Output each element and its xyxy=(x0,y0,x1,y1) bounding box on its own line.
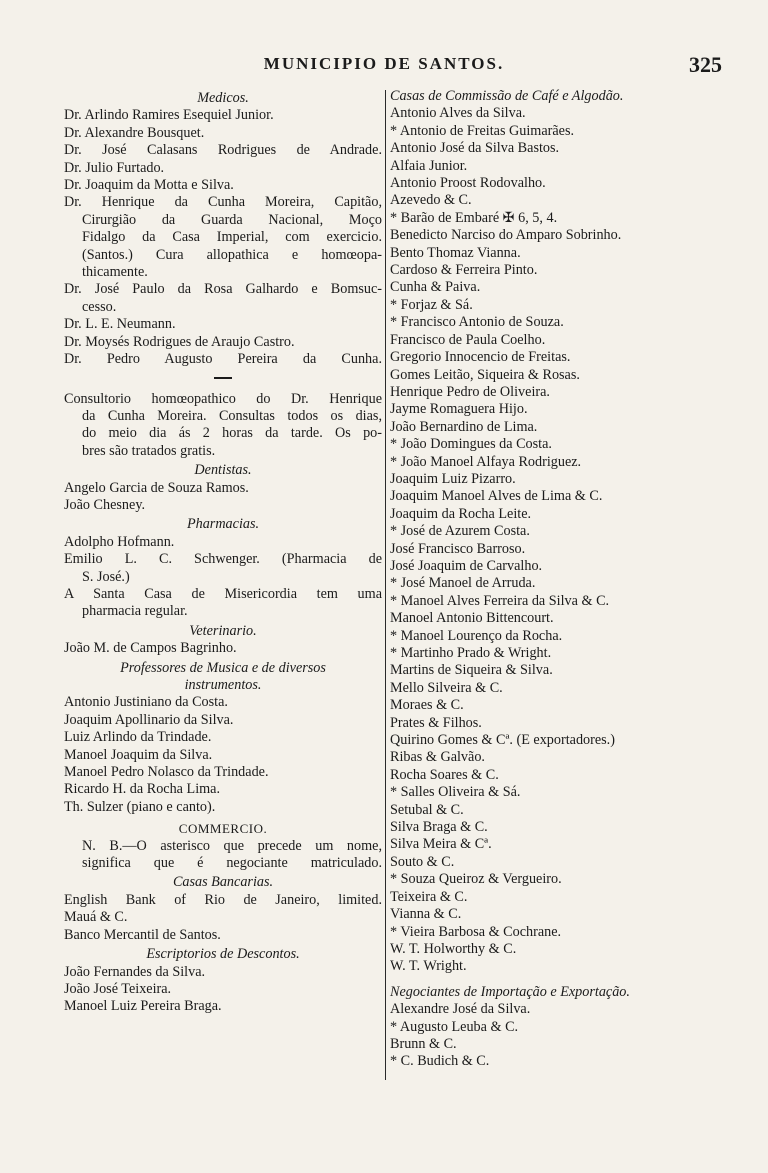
list-item: Henrique Pedro de Oliveira. xyxy=(390,383,550,400)
list-item: Antonio Justiniano da Costa. xyxy=(64,694,228,711)
nb-note: N. B.—O asterisco que precede um nome, xyxy=(82,837,382,854)
list-item: * Augusto Leuba & C. xyxy=(390,1018,519,1035)
list-item: Fidalgo da Casa Imperial, com exercicio. xyxy=(82,229,382,246)
list-item: João Chesney. xyxy=(64,496,146,513)
list-item: Souto & C. xyxy=(390,853,455,870)
list-item: Emilio L. C. Schwenger. (Pharmacia de xyxy=(64,551,382,568)
list-item: Cirurgião da Guarda Nacional, Moço xyxy=(82,211,382,228)
list-item: Bento Thomaz Vianna. xyxy=(390,244,521,261)
right-column xyxy=(390,88,720,1071)
notice-line: Consultorio homœopathico do Dr. Henrique xyxy=(64,390,382,407)
list-item: Dr. Joaquim da Motta e Silva. xyxy=(64,177,234,194)
list-item: Teixeira & C. xyxy=(390,888,468,905)
list-item: * João Domingues da Costa. xyxy=(390,436,552,453)
section-title-negociantes: Negociantes de Importação e Exportação. xyxy=(390,983,630,1000)
list-item: (Santos.) Cura allopathica e homœopa- xyxy=(82,246,382,263)
list-item: * Forjaz & Sá. xyxy=(390,296,473,313)
list-item: Manoel Luiz Pereira Braga. xyxy=(64,998,222,1015)
list-item: cesso. xyxy=(82,298,117,315)
list-item: Silva Braga & C. xyxy=(390,819,488,836)
page-header xyxy=(0,52,768,82)
page-number: 325 xyxy=(689,52,722,77)
list-item: thicamente. xyxy=(82,264,148,281)
list-item: * José de Azurem Costa. xyxy=(390,523,530,540)
list-item: Gomes Leitão, Siqueira & Rosas. xyxy=(390,366,580,383)
list-item: S. José.) xyxy=(82,568,130,585)
list-item: * Manoel Lourenço da Rocha. xyxy=(390,627,563,644)
list-item: pharmacia regular. xyxy=(82,603,188,620)
list-item: Banco Mercantil de Santos. xyxy=(64,926,221,943)
list-item: A Santa Casa de Misericordia tem uma xyxy=(64,585,382,602)
list-item: Antonio Proost Rodovalho. xyxy=(390,175,546,192)
list-item: Dr. Henrique da Cunha Moreira, Capitão, xyxy=(64,194,382,211)
section-title-medicos: Medicos. xyxy=(197,90,249,106)
list-item: Joaquim Manoel Alves de Lima & C. xyxy=(390,488,603,505)
list-item: Quirino Gomes & Cª. (E exportadores.) xyxy=(390,732,615,749)
list-item: Vianna & C. xyxy=(390,906,462,923)
list-item: Mello Silveira & C. xyxy=(390,679,503,696)
list-item: Azevedo & C. xyxy=(390,192,472,209)
nb-note: significa que é negociante matriculado. xyxy=(82,855,382,872)
list-item: Silva Meira & Cª. xyxy=(390,836,492,853)
list-item: * Barão de Embaré ✠ 6, 5, 4. xyxy=(390,209,558,226)
list-item: João Bernardino de Lima. xyxy=(390,418,538,435)
list-item: Th. Sulzer (piano e canto). xyxy=(64,798,216,815)
list-item: Dr. José Paulo da Rosa Galhardo e Bomsuc- xyxy=(64,281,382,298)
section-title-descontos: Escriptorios de Descontos. xyxy=(146,946,300,963)
list-item: Setubal & C. xyxy=(390,801,464,818)
list-item: Dr. José Calasans Rodrigues de Andrade. xyxy=(64,142,382,159)
list-item: Dr. Pedro Augusto Pereira da Cunha. xyxy=(64,351,382,368)
notice-line: bres são tratados gratis. xyxy=(82,442,216,459)
section-separator xyxy=(214,377,232,379)
list-item: * C. Budich & C. xyxy=(390,1053,490,1070)
list-commissao xyxy=(390,105,720,975)
list-item: Alexandre José da Silva. xyxy=(390,1001,531,1018)
list-item: Dr. Julio Furtado. xyxy=(64,159,165,176)
list-item: W. T. Wright. xyxy=(390,958,467,975)
list-item: * Souza Queiroz & Vergueiro. xyxy=(390,871,562,888)
section-title-professores: Professores de Musica e de diversos xyxy=(120,659,326,676)
list-item: Manoel Joaquim da Silva. xyxy=(64,746,213,763)
section-title-dentistas: Dentistas. xyxy=(194,462,252,479)
list-item: * José Manoel de Arruda. xyxy=(390,575,536,592)
list-item: * Martinho Prado & Wright. xyxy=(390,645,552,661)
list-item: Dr. Arlindo Ramires Esequiel Junior. xyxy=(64,107,274,124)
list-item: Manoel Antonio Bittencourt. xyxy=(390,610,554,627)
list-item: Mauá & C. xyxy=(64,909,128,926)
list-item: * Antonio de Freitas Guimarães. xyxy=(390,122,575,139)
list-item: Ricardo H. da Rocha Lima. xyxy=(64,781,221,798)
list-item: Adolpho Hofmann. xyxy=(64,533,175,550)
list-item: Joaquim Luiz Pizarro. xyxy=(390,470,516,487)
left-column xyxy=(64,88,382,1016)
list-item: Antonio Alves da Silva. xyxy=(390,105,526,122)
list-item: Joaquim Apollinario da Silva. xyxy=(64,711,234,728)
list-item: Alfaia Junior. xyxy=(390,157,468,174)
list-item: João Fernandes da Silva. xyxy=(64,963,206,980)
section-title-commissao: Casas de Commissão de Café e Algodão. xyxy=(390,88,624,104)
section-title-pharmacias: Pharmacias. xyxy=(186,516,260,533)
consultorio-notice xyxy=(64,391,382,461)
list-item: José Joaquim de Carvalho. xyxy=(390,557,543,574)
list-medicos xyxy=(64,107,382,368)
list-item: Dr. L. E. Neumann. xyxy=(64,316,176,333)
list-negociantes xyxy=(390,1001,720,1071)
list-item: João M. de Campos Bagrinho. xyxy=(64,640,237,657)
list-item: * Manoel Alves Ferreira da Silva & C. xyxy=(390,592,610,609)
notice-line: do meio dia ás 2 horas da tarde. Os po- xyxy=(82,425,382,442)
list-item: Gregorio Innocencio de Freitas. xyxy=(390,349,571,366)
list-item: Moraes & C. xyxy=(390,697,464,714)
notice-line: da Cunha Moreira. Consultas todos os dias, xyxy=(82,407,382,424)
list-item: Francisco de Paula Coelho. xyxy=(390,331,546,348)
list-item: W. T. Holworthy & C. xyxy=(390,940,517,957)
list-item: Benedicto Narciso do Amparo Sobrinho. xyxy=(390,227,622,244)
list-item: Luiz Arlindo da Trindade. xyxy=(64,729,212,746)
list-item: Cunha & Paiva. xyxy=(390,279,481,296)
section-title-professores-cont: instrumentos. xyxy=(184,677,262,693)
list-item: * Salles Oliveira & Sá. xyxy=(390,784,521,801)
list-item: Jayme Romaguera Hijo. xyxy=(390,401,528,418)
section-title-bancarias: Casas Bancarias. xyxy=(172,874,274,891)
list-item: Ribas & Galvão. xyxy=(390,749,485,766)
list-item: Prates & Filhos. xyxy=(390,714,482,731)
list-item: English Bank of Rio de Janeiro, limited. xyxy=(64,891,382,908)
list-item: * João Manoel Alfaya Rodriguez. xyxy=(390,453,582,470)
list-item: Dr. Moysés Rodrigues de Araujo Castro. xyxy=(64,333,295,350)
list-item: João José Teixeira. xyxy=(64,980,172,997)
list-item: Manoel Pedro Nolasco da Trindade. xyxy=(64,764,269,781)
running-title: MUNICIPIO DE SANTOS. xyxy=(263,54,505,73)
list-item: Angelo Garcia de Souza Ramos. xyxy=(64,479,249,496)
list-item: * Francisco Antonio de Souza. xyxy=(390,314,564,331)
list-item: José Francisco Barroso. xyxy=(390,540,526,557)
list-item: Rocha Soares & C. xyxy=(390,766,499,783)
list-item: Antonio José da Silva Bastos. xyxy=(390,140,560,157)
list-item: * Vieira Barbosa & Cochrane. xyxy=(390,923,562,940)
list-item: Dr. Alexandre Bousquet. xyxy=(64,124,205,141)
list-item: Joaquim da Rocha Leite. xyxy=(390,505,532,522)
list-item: Martins de Siqueira & Silva. xyxy=(390,662,553,679)
list-item: Brunn & C. xyxy=(390,1035,457,1052)
section-title-veterinario: Veterinario. xyxy=(189,622,257,639)
list-item: Cardoso & Ferreira Pinto. xyxy=(390,262,538,279)
section-title-commercio: COMMERCIO. xyxy=(178,821,268,837)
column-divider xyxy=(385,90,386,1080)
